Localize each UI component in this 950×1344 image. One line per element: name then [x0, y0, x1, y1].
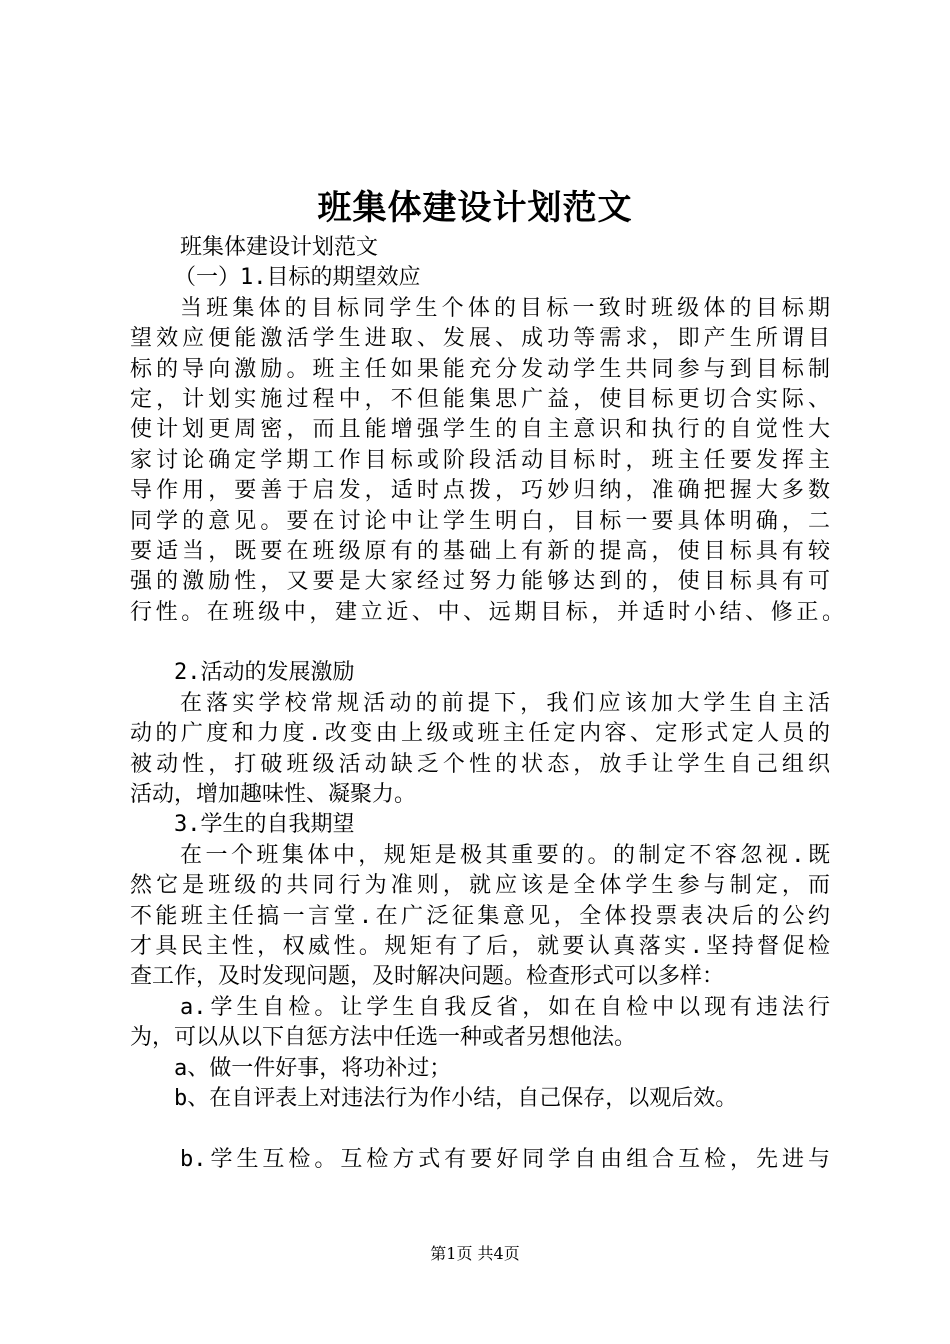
paragraph-line: 行性。在班级中，建立近、中、远期目标，并适时小结、修正。 — [130, 599, 844, 625]
list-item: a、做一件好事，将功补过； — [174, 1055, 452, 1081]
paragraph-line: 要适当，既要在班级原有的基础上有新的提高，使目标具有较 — [130, 538, 830, 564]
paragraph-line: 才具民主性，权威性。规矩有了后，就要认真落实.坚持督促检 — [130, 933, 830, 959]
paragraph-line: 定，计划实施过程中，不但能集思广益，使目标更切合实际、 — [130, 386, 830, 412]
list-item: b、在自评表上对违法行为作小结，自己保存，以观后效。 — [174, 1085, 738, 1111]
paragraph-spacer — [130, 628, 830, 658]
paragraph-line: b.学生互检。互检方式有要好同学自由组合互检，先进与 — [180, 1146, 830, 1172]
paragraph-line: 同学的意见。要在讨论中让学生明白，目标一要具体明确，二 — [130, 508, 830, 534]
document-title: 班集体建设计划范文 — [317, 188, 633, 228]
paragraph-line: 查工作，及时发现问题，及时解决问题。检查形式可以多样： — [130, 964, 725, 990]
paragraph-line: 标的导向激励。班主任如果能充分发动学生共同参与到目标制 — [130, 356, 830, 382]
paragraph-line: 被动性，打破班级活动缺乏个性的状态，放手让学生自己组织 — [130, 751, 830, 777]
paragraph-line: 在一个班集体中，规矩是极其重要的。的制定不容忽视.既 — [180, 842, 830, 868]
paragraph-line: 为，可以从以下自惩方法中任选一种或者另想他法。 — [130, 1025, 637, 1051]
paragraph-spacer — [130, 1114, 830, 1144]
section-heading: 2.活动的发展激励 — [174, 660, 355, 686]
paragraph-line: 望效应便能激活学生进取、发展、成功等需求，即产生所谓目 — [130, 326, 830, 352]
paragraph-line: 强的激励性，又要是大家经过努力能够达到的，使目标具有可 — [130, 569, 830, 595]
paragraph-line: 然它是班级的共同行为准则，就应该是全体学生参与制定，而 — [130, 873, 830, 899]
section-heading: （一）1.目标的期望效应 — [174, 265, 421, 291]
subtitle-line: 班集体建设计划范文 — [180, 235, 379, 260]
paragraph-line: 导作用，要善于启发，适时点拨，巧妙归纳，准确把握大多数 — [130, 478, 830, 504]
section-heading: 3.学生的自我期望 — [174, 812, 355, 838]
paragraph-line: 不能班主任搞一言堂.在广泛征集意见，全体投票表决后的公约 — [130, 903, 830, 929]
paragraph-line: a.学生自检。让学生自我反省，如在自检中以现有违法行 — [180, 994, 830, 1020]
paragraph-line: 家讨论确定学期工作目标或阶段活动目标时，班主任要发挥主 — [130, 447, 830, 473]
paragraph-line: 当班集体的目标同学生个体的目标一致时班级体的目标期 — [180, 295, 830, 321]
paragraph-line: 活动，增加趣味性、凝聚力。 — [130, 782, 417, 808]
paragraph-line: 使计划更周密，而且能增强学生的自主意识和执行的自觉性大 — [130, 417, 830, 443]
document-body — [130, 233, 844, 1175]
page-footer: 第1页 共4页 — [430, 1244, 520, 1263]
paragraph-line: 在落实学校常规活动的前提下，我们应该加大学生自主活 — [180, 690, 830, 716]
paragraph-line: 动的广度和力度.改变由上级或班主任定内容、定形式定人员的 — [130, 721, 830, 747]
